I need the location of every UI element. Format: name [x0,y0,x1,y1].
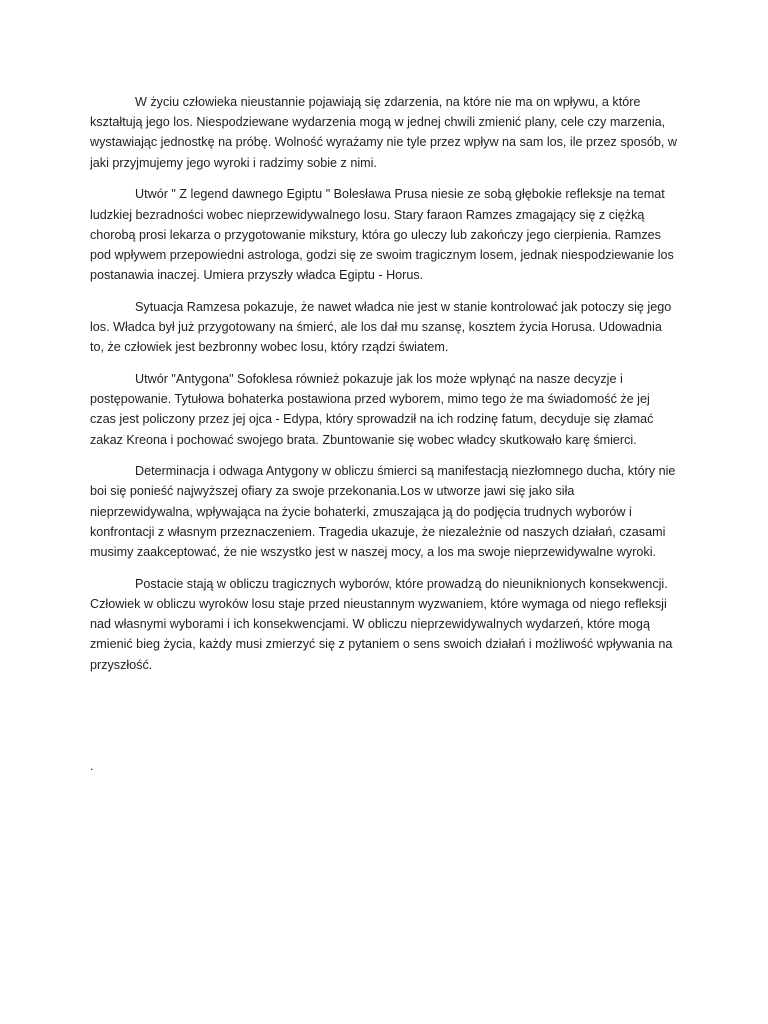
paragraph-6: Postacie stają w obliczu tragicznych wyborów, które prowadzą do nieuniknionych konsekwencji. Człowiek w obliczu wyroków losu staje przed nieustannym wyzwaniem, które wymaga od niego refleksji nad własnymi wyborami i ich konsekwencjami. W obliczu nieprzewidywalnych wydarzeń, które mogą zmienić bieg życia, każdy musi zmierzyć się z pytaniem o sens swoich działań i możliwość wpływania na przyszłość. [90,576,673,672]
paragraph-4: Utwór "Antygona" Sofoklesa również pokazuje jak los może wpłynąć na nasze decyzje i postępowanie. Tytułowa bohaterka postawiona przed wyborem, mimo tego że ma świadomość że jej czas jest policzony przez jej ojca - Edypa, który sprowadził na ich rodzinę fatum, decyduje się złamać zakaz Kreona i pochować swojego brata. Zbuntowanie się wobec władcy skutkowało karę śmierci. [90,371,654,447]
paragraph-3: Sytuacja Ramzesa pokazuje, że nawet władca nie jest w stanie kontrolować jak potoczy się jego los. Władca był już przygotowany na śmierć, ale los dał mu szansę, kosztem życia Horusa. Udowadnia to, że człowiek jest bezbronny wobec losu, który rządzi światem. [90,299,672,355]
document-body [90,92,678,686]
trailing-period: . [90,759,94,773]
paragraph-1: W życiu człowieka nieustannie pojawiają się zdarzenia, na które nie ma on wpływu, a które kształtują jego los. Niespodziewane wydarzenia mogą w jednej chwili zmienić plany, cele czy marzenia, wystawiając jednostkę na próbę. Wolność wyrażamy nie tyle przez wpływ na sam los, ile przez sposób, w jaki przyjmujemy jego wyroki i radzimy sobie z nimi. [90,95,678,170]
paragraph-2: Utwór " Z legend dawnego Egiptu " Bolesława Prusa niesie ze sobą głębokie refleksje na temat ludzkiej bezradności wobec nieprzewidywalnego losu. Stary faraon Ramzes zmagający się z ciężką chorobą prosi lekarza o przygotowanie mikstury, która go uleczy lub zakończy jego cierpienia. Ramzes pod wpływem przepowiedni astrologa, godzi się ze swoim tragicznym losem, jednak niespodziewanie los postanawia inaczej. Umiera przyszły władca Egiptu - Horus. [90,187,674,283]
paragraph-5: Determinacja i odwaga Antygony w obliczu śmierci są manifestacją niezłomnego ducha, który nie boi się ponieść najwyższej ofiary za swoje przekonania.Los w utworze jawi się jako siła nieprzewidywalna, wpływająca na życie bohaterki, zmuszająca ją do podjęcia trudnych wyborów i konfrontacji z własnym przeznaczeniem. Tragedia ukazuje, że niezależnie od naszych działań, czasami musimy zaakceptować, że nie wszystko jest w naszej mocy, a los ma swoje nieprzewidywalne wyroki. [90,464,676,560]
